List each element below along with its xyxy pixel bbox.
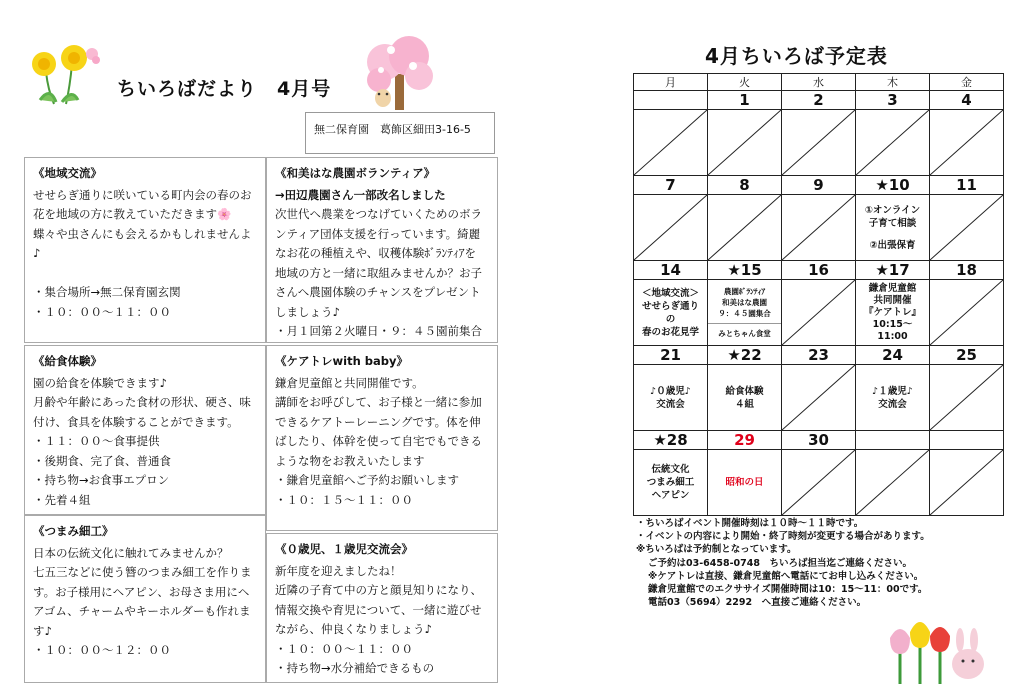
note-line: ・イベントの内容により開始・終了時刻が変更する場合があります。	[636, 531, 930, 543]
section-heading: 《０歳児、１歳児交流会》	[275, 542, 413, 556]
text-line: ・持ち物→お食事エプロン	[33, 473, 170, 487]
empty-event-cell	[708, 110, 782, 176]
event-row	[634, 365, 1004, 431]
section-heading: 《地域交流》	[33, 166, 102, 180]
event-cell-kyushoku	[708, 365, 782, 431]
event-row	[634, 450, 1004, 516]
text-line: ンティア団体支援を行っています。綺麗	[275, 226, 481, 241]
text-line: ・１１：００～食事提供	[33, 434, 160, 448]
event-line: ヘアピン	[651, 490, 690, 501]
text-line: さんへ農園体験のチャンスをプレゼント	[275, 285, 481, 299]
text-line: ばしたり、体幹を使って自宅でもできる	[275, 434, 482, 448]
date-cell: 1	[708, 91, 782, 110]
event-line: ♪０歳児♪	[650, 385, 691, 397]
empty-event-cell	[930, 280, 1004, 346]
event-line: ①オンライン	[864, 204, 921, 216]
text-line: 近隣の子育て中の方と顔見知りになり、	[275, 583, 482, 597]
date-cell	[634, 91, 708, 110]
empty-event-cell	[782, 195, 856, 261]
date-cell: ★15	[708, 261, 782, 280]
weekday-cell: 月	[634, 74, 708, 91]
text-line: 日本の伝統文化に触れてみませんか？	[33, 545, 229, 560]
calendar-notes	[636, 517, 930, 609]
weekday-cell: 木	[856, 74, 930, 91]
text-line: 講師をお呼びして、お子様と一緒に参加	[275, 395, 482, 409]
date-cell: 11	[930, 176, 1004, 195]
empty-event-cell	[782, 280, 856, 346]
event-line: 10:15～	[872, 318, 913, 330]
event-line: ９：４５園集合	[718, 309, 771, 318]
event-cell-caretore	[856, 280, 930, 346]
event-cell-issai	[856, 365, 930, 431]
weekday-cell: 火	[708, 74, 782, 91]
text-line: ・月１回第２火曜日・９：４５園前集合	[275, 324, 482, 338]
date-cell: 7	[634, 176, 708, 195]
text-line: しましょう♪	[275, 304, 340, 319]
empty-event-cell	[634, 110, 708, 176]
section-heading: 《給食体験》	[33, 354, 102, 368]
event-line: 交流会	[878, 398, 907, 410]
text-line: 付け、食具を体験することができます。	[33, 414, 239, 429]
empty-event-cell	[930, 110, 1004, 176]
event-line: ♪１歳児♪	[872, 385, 913, 397]
text-line: ・１０：００～１１：００	[275, 641, 413, 656]
event-line: 農園ﾎﾞﾗﾝﾃｨｱ	[723, 287, 766, 296]
weekday-cell: 金	[930, 74, 1004, 91]
text-line: 新年度を迎えましたね！	[275, 563, 402, 578]
text-line: できるケアトーレーニングです。体を伸	[275, 414, 481, 429]
event-line: 給食体験	[725, 385, 764, 397]
note-line: ご予約は03-6458-0748 ちいろば担当迄ご連絡ください。	[648, 557, 912, 569]
date-cell: 18	[930, 261, 1004, 280]
date-row	[634, 431, 1004, 450]
event-line: 鎌倉児童館	[868, 282, 917, 294]
text-line: アゴム、チャームやキーホルダーも作れま	[33, 604, 251, 618]
date-cell: 16	[782, 261, 856, 280]
event-cell-tsumami	[634, 450, 708, 516]
event-row	[634, 110, 1004, 176]
text-line: ・持ち物→水分補給できるもの	[275, 661, 435, 675]
event-cell-nouen	[708, 280, 782, 346]
event-line: つまみ細工	[646, 477, 695, 488]
event-cell-online-consult	[856, 195, 930, 261]
weekday-header-row	[634, 74, 1004, 91]
text-line: 園の給食を体験できます♪	[33, 375, 167, 390]
section-heading: 《ケアトレwith baby》	[275, 354, 408, 368]
tulip-bunny-illustration	[884, 612, 990, 686]
date-cell: 30	[782, 431, 856, 450]
section-heading: 《つまみ細工》	[33, 524, 114, 538]
event-line: 共同開催	[873, 294, 912, 306]
date-cell: ★28	[634, 431, 708, 450]
text-line: なお花の種植えや、収穫体験ﾎﾞﾗﾝﾃｨｱを	[275, 246, 477, 260]
event-cell-chiiki	[634, 280, 708, 346]
empty-event-cell	[708, 195, 782, 261]
empty-event-cell	[782, 365, 856, 431]
weekday-cell: 水	[782, 74, 856, 91]
event-row	[634, 280, 1004, 346]
event-line: 11:00	[877, 330, 908, 342]
text-line: せせらぎ通りに咲いている町内会の春のお	[33, 187, 252, 202]
date-cell	[930, 431, 1004, 450]
date-cell: 25	[930, 346, 1004, 365]
empty-event-cell	[782, 110, 856, 176]
text-line: 蝶々や虫さんにも会えるかもしれませんよ	[33, 226, 252, 241]
text-line: ・先着４組	[33, 492, 91, 507]
note-line: 鎌倉児童館でのエクササイズ開催時間は10：15～11：00です。	[648, 584, 928, 596]
event-cell-zerosai	[634, 365, 708, 431]
section-caretore	[266, 345, 498, 531]
empty-event-cell	[782, 450, 856, 516]
date-cell: 21	[634, 346, 708, 365]
event-cell-holiday	[708, 450, 782, 516]
event-line: ＜地域交流＞	[641, 287, 699, 299]
date-row	[634, 176, 1004, 195]
text-line: 鎌倉児童館と共同開催です。	[275, 375, 424, 390]
text-line: 月齢や年齢にあった食材の形状、硬さ、味	[33, 395, 251, 409]
section-tsumami	[24, 515, 266, 683]
text-line: 地域の方と一緒に取組みませんか？お子	[275, 265, 482, 280]
cherry-tree-illustration	[361, 36, 439, 112]
text-line: ・集合場所→無二保育園玄関	[33, 285, 181, 299]
calendar-table	[633, 73, 1004, 516]
event-line: みとちゃん食堂	[708, 323, 781, 339]
section-kyushoku	[24, 345, 266, 515]
event-line: せせらぎ通り	[641, 300, 699, 312]
event-line: 交流会	[656, 398, 685, 410]
section-zerosai	[266, 533, 498, 683]
date-cell: 24	[856, 346, 930, 365]
event-line: 『ケアトレ』	[863, 306, 921, 318]
event-line: 子育て相談	[868, 217, 917, 229]
date-cell: 9	[782, 176, 856, 195]
text-line: ・１０：００～１１：００	[33, 304, 171, 319]
date-cell	[856, 431, 930, 450]
event-row	[634, 195, 1004, 261]
text-line: 情報交換や育児について、一緒に遊びせ	[275, 602, 482, 617]
section-subheading: →田辺農園さん一部改名しました	[275, 187, 446, 202]
text-line: 七五三などに使う簪のつまみ細工を作りま	[33, 565, 252, 579]
empty-event-cell	[634, 195, 708, 261]
text-line	[33, 264, 257, 284]
event-line: 春のお花見学	[641, 326, 699, 338]
date-cell: 8	[708, 176, 782, 195]
dandelion-illustration	[26, 42, 102, 106]
text-line: 花を地域の方に教えていただきます🌸	[33, 207, 232, 221]
event-line: 昭和の日	[725, 477, 764, 488]
event-line: 伝統文化	[651, 464, 690, 475]
event-line: の	[665, 313, 676, 325]
text-line: ・後期食、完了食、普通食	[33, 453, 171, 468]
empty-event-cell	[856, 110, 930, 176]
text-line: 次世代へ農業をつなげていくためのボラ	[275, 207, 482, 221]
address-box: 無二保育園 葛飾区細田3-16-5	[305, 112, 495, 154]
text-line: す。お子様用にヘアピン、お母さま用にヘ	[33, 584, 250, 599]
newsletter-title: ちいろばだより 4月号	[117, 78, 332, 100]
text-line: ような物をお教えいたします	[275, 453, 425, 468]
text-line: ながら、仲良くなりましょう♪	[275, 622, 432, 636]
text-line: ・１０：１５～１１：００	[275, 492, 413, 507]
text-line: す♪	[33, 623, 52, 638]
date-row	[634, 91, 1004, 110]
text-line: ♪	[33, 246, 41, 260]
date-cell: ★10	[856, 176, 930, 195]
date-cell: 23	[782, 346, 856, 365]
event-line: ②出張保育	[869, 239, 916, 251]
date-cell: ★17	[856, 261, 930, 280]
date-cell: 2	[782, 91, 856, 110]
date-cell-holiday: 29	[708, 431, 782, 450]
date-cell: 3	[856, 91, 930, 110]
date-row	[634, 346, 1004, 365]
calendar-title: 4月ちいろば予定表	[705, 44, 888, 68]
section-chiiki	[24, 157, 266, 343]
date-row	[634, 261, 1004, 280]
event-line: 和美はな農園	[722, 298, 767, 307]
event-line: ４組	[734, 398, 754, 410]
date-cell: 14	[634, 261, 708, 280]
text-line: ・１０：００～１２：００	[33, 643, 171, 657]
section-nouen	[266, 157, 498, 343]
date-cell: 4	[930, 91, 1004, 110]
note-line: ・ちいろばイベント開催時刻は１０時～１１時です。	[636, 518, 864, 529]
empty-event-cell	[930, 450, 1004, 516]
empty-event-cell	[930, 365, 1004, 431]
empty-event-cell	[930, 195, 1004, 261]
date-cell: ★22	[708, 346, 782, 365]
note-line: ※ケアトレは直接、鎌倉児童館へ電話にてお申し込みください。	[648, 570, 924, 582]
note-line: ※ちいろばは予約制となっています。	[636, 544, 797, 556]
empty-event-cell	[856, 450, 930, 516]
text-line: ・鎌倉児童館へご予約お願いします	[275, 473, 459, 487]
note-line: 電話03（5694）2292 へ直接ご連絡ください。	[648, 597, 867, 609]
event-spacer	[856, 230, 929, 239]
section-heading: 《和美はな農園ボランティア》	[275, 166, 436, 180]
